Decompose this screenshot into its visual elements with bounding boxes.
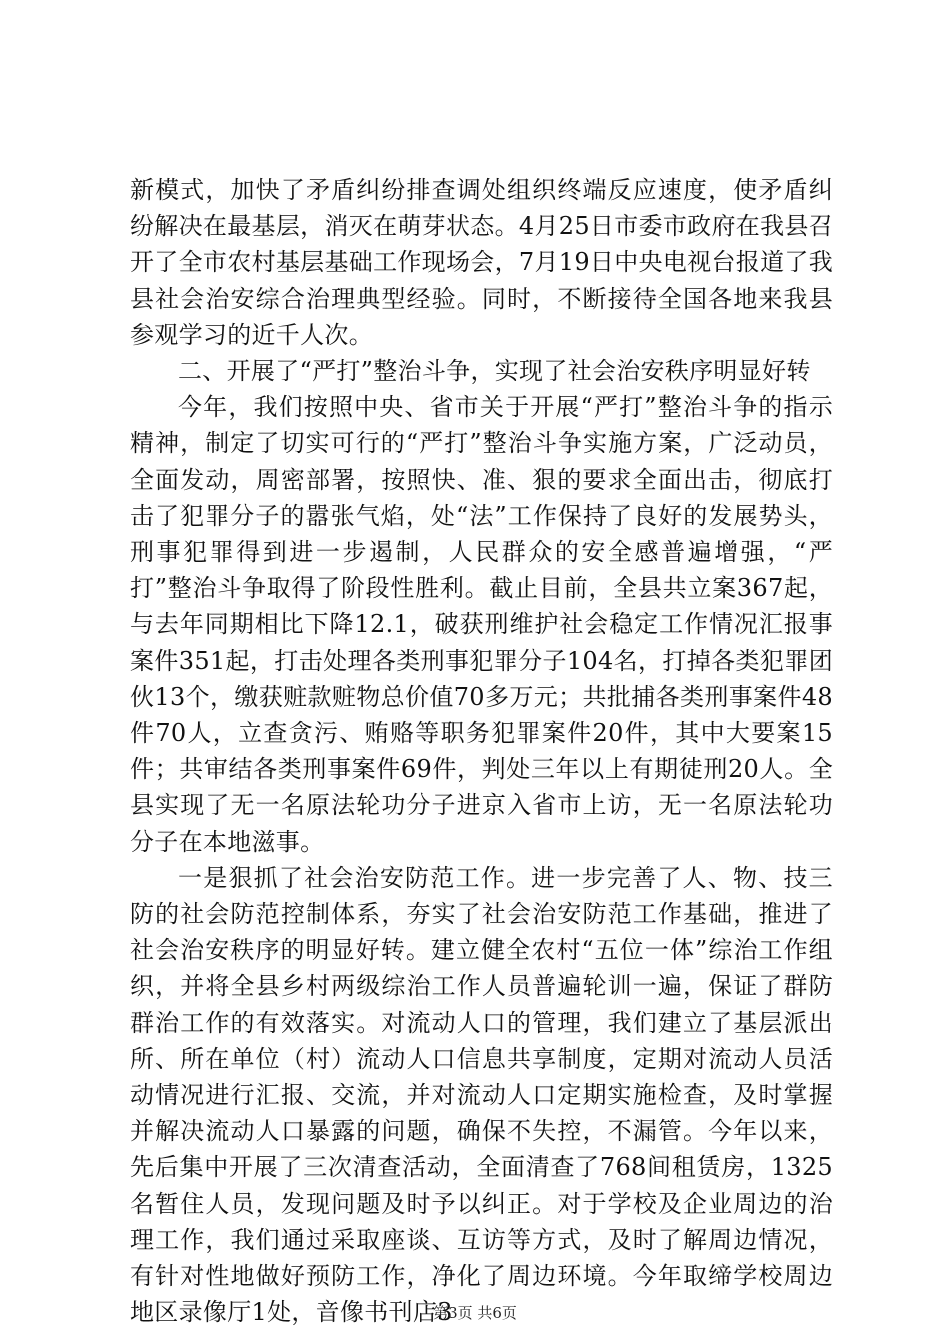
paragraph-continuation: 新模式，加快了矛盾纠纷排查调处组织终端反应速度，使矛盾纠纷解决在最基层，消灭在萌芽状态。4月25日市委市政府在我县召开了全市农村基层基础工作现场会，7月19日中央电视台报道了我县社会治安综合治理典型经验。同时，不断接待全国各地来我县参观学习的近千人次。 [130,176,833,349]
paragraph-strike-hard-summary: 今年，我们按照中央、省市关于开展“严打”整治斗争的指示精神，制定了切实可行的“严打”整治斗争实施方案，广泛动员，全面发动，周密部署，按照快、准、狠的要求全面出击，彻底打击了犯罪分子的嚣张气焰，处“法”工作保持了良好的发展势头，刑事犯罪得到进一步遏制，人民群众的安全感普遍增强，“严打”整治斗争取得了阶段性胜利。截止目前，全县共立案367起，与去年同期相比下降12.1，破获刑维护社会稳定工作情况汇报事案件351起，打击处理各类刑事犯罪分子104名，打掉各类犯罪团伙13个，缴获赃款赃物总价值70多万元；共批捕各类刑事案件48件70人，立查贪污、贿赂等职务犯罪案件20件，其中大要案15件；共审结各类刑事案件69件，判处三年以上有期徒刑20人。全县实现了无一名原法轮功分子进京入省市上访，无一名原法轮功分子在本地滋事。 [130,393,833,856]
section-heading-strike-hard: 二、开展了“严打”整治斗争，实现了社会治安秩序明显好转 [178,357,811,386]
document-body [130,172,833,1331]
page-number-footer: 第3页 共6页 [433,1304,517,1322]
paragraph-security-prevention: 一是狠抓了社会治安防范工作。进一步完善了人、物、技三防的社会防范控制体系，夯实了社会治安防范工作基础，推进了社会治安秩序的明显好转。建立健全农村“五位一体”综治工作组织，并将全县乡村两级综治工作人员普遍轮训一遍，保证了群防群治工作的有效落实。对流动人口的管理，我们建立了基层派出所、所在单位（村）流动人口信息共享制度，定期对流动人员活动情况进行汇报、交流，并对流动人口定期实施检查，及时掌握并解决流动人口暴露的问题，确保不失控，不漏管。今年以来，先后集中开展了三次清查活动，全面清查了768间租赁房，1325名暂住人员，发现问题及时予以纠正。对于学校及企业周边的治理工作，我们通过采取座谈、互访等方式，及时了解周边情况，有针对性地做好预防工作，净化了周边环境。今年取缔学校周边地区录像厅1处，音像书刊店3 [130,863,833,1327]
